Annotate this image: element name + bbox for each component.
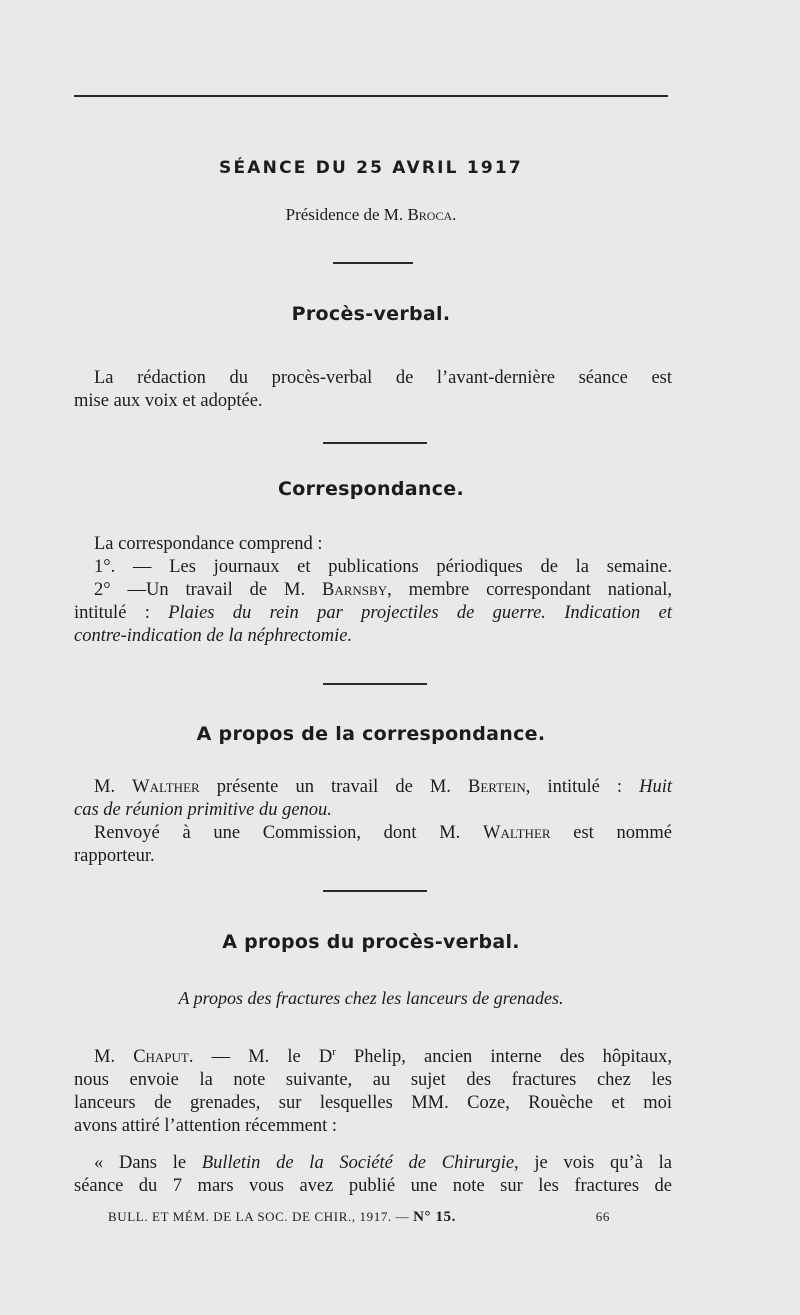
section-separator: [323, 890, 427, 892]
text-line: mise aux voix et adoptée.: [74, 391, 263, 411]
author-name: Bertein: [467, 777, 526, 797]
subheading-fractures: A propos des fractures chez les lanceurs de grenades.: [178, 988, 564, 1008]
text-line: [74, 822, 672, 845]
text-line: 1°. — Les journaux et publications périodiques de la semaine.: [94, 557, 672, 577]
section-separator: [333, 262, 413, 264]
text-span: . — M. le D: [188, 1047, 333, 1068]
work-title: Huit: [639, 777, 673, 797]
issue-number: N° 15.: [413, 1209, 457, 1225]
superscript: r: [332, 1046, 336, 1058]
text-line: nous envoie la note suivante, au sujet des fractures chez les: [74, 1070, 672, 1091]
text-span: , je vois qu’à la: [514, 1153, 672, 1173]
text-span: 2° —Un travail de M.: [94, 580, 306, 600]
text-span: Phelip, ancien interne des hôpitaux,: [335, 1047, 672, 1068]
page-footer: [108, 1209, 610, 1226]
text-line: [74, 776, 672, 799]
work-title: Plaies du rein par projectiles de guerre. Indication et: [168, 603, 672, 623]
text-span: « Dans le: [94, 1153, 187, 1173]
heading-a-propos-proces-verbal: A propos du procès-verbal.: [222, 931, 520, 953]
presidence-line: [0, 205, 742, 225]
text-span: M.: [94, 777, 116, 797]
text-line: [74, 1152, 672, 1175]
chaput-paragraph: [74, 1041, 672, 1138]
correspondance-paragraph: [74, 533, 672, 648]
text-line: [74, 579, 672, 602]
session-title: SÉANCE DU 25 AVRIL 1917: [219, 158, 523, 178]
text-line: [74, 602, 672, 625]
quote-paragraph: [74, 1152, 672, 1198]
text-line: La correspondance comprend :: [94, 534, 323, 554]
footer-journal: [108, 1209, 456, 1226]
top-rule: [74, 95, 668, 97]
text-span: Renvoyé à une Commission, dont M.: [94, 823, 461, 843]
text-line: séance du 7 mars vous avez publié une note sur les fractures de: [74, 1176, 672, 1196]
text-span: , intitulé :: [525, 777, 623, 797]
page-number: 66: [595, 1209, 610, 1224]
section-separator: [323, 683, 427, 685]
work-title: cas de réunion primitive du genou.: [74, 800, 332, 820]
text-line: [74, 1041, 672, 1069]
text-line: avons attiré l’attention récemment :: [74, 1116, 338, 1137]
text-span: M.: [94, 1047, 116, 1068]
text-line: La rédaction du procès-verbal de l’avant-dernière séance est: [94, 368, 672, 388]
text-span: , membre correspondant national,: [387, 580, 672, 600]
author-name: Barnsby: [322, 580, 388, 600]
presidence-suffix: .: [452, 205, 457, 224]
proces-verbal-paragraph: [74, 367, 672, 413]
author-name: Chaput: [133, 1047, 189, 1068]
a-propos-correspondance-paragraph: [74, 776, 672, 868]
heading-a-propos-correspondance: A propos de la correspondance.: [196, 723, 546, 745]
journal-title: Bulletin de la Société de Chirurgie: [201, 1153, 515, 1173]
heading-correspondance: Correspondance.: [278, 478, 464, 500]
text-span: intitulé :: [74, 603, 150, 623]
work-title: contre-indication de la néphrectomie.: [74, 626, 353, 646]
text-line: [74, 625, 672, 648]
section-separator: [323, 442, 427, 444]
text-line: [74, 799, 672, 822]
author-name: Walther: [483, 823, 551, 843]
author-name: Walther: [132, 777, 200, 797]
text-span: est nommé: [573, 823, 673, 843]
presidence-prefix: Présidence de M.: [285, 205, 404, 224]
president-name: Broca: [407, 205, 453, 224]
text-line: rapporteur.: [74, 846, 155, 866]
footer-text: BULL. ET MÉM. DE LA SOC. DE CHIR., 1917. —: [108, 1209, 410, 1224]
text-span: présente un travail de M.: [216, 777, 451, 797]
text-line: lanceurs de grenades, sur lesquelles MM. Coze, Rouèche et moi: [74, 1093, 672, 1114]
heading-proces-verbal: Procès-verbal.: [291, 303, 451, 325]
